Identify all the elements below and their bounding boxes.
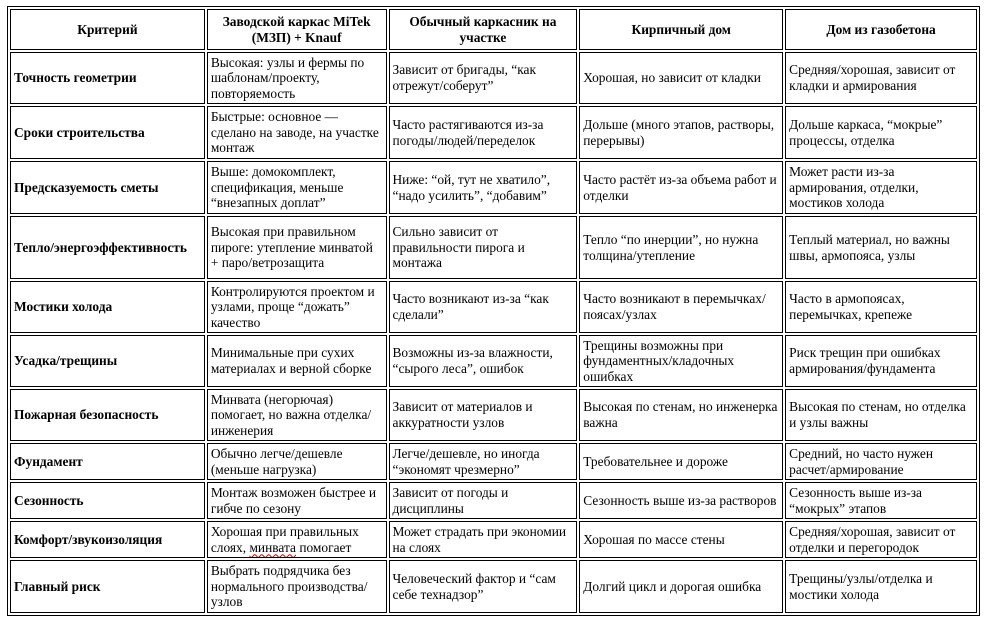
mitek-cell-text-part1: Хорошая при правильных слоях, — [210, 523, 359, 555]
table-row — [10, 281, 977, 333]
aerated-cell: Трещины/узлы/отделка и мостики холода — [785, 560, 977, 613]
comparison-table — [7, 6, 980, 616]
criterion-cell: Тепло/энергоэффективность — [10, 216, 205, 279]
header-frame: Обычный каркасник на участке — [389, 9, 578, 50]
table-row — [10, 106, 977, 159]
criterion-cell: Мостики холода — [10, 281, 205, 333]
table-row — [10, 335, 977, 387]
frame-cell: Зависит от бригады, “как отрежут/соберут” — [389, 52, 578, 104]
mitek-cell: Выбрать подрядчика без нормального производства/узлов — [207, 560, 387, 613]
mitek-cell: Монтаж возможен быстрее и гибче по сезону — [207, 482, 387, 519]
frame-cell: Человеческий фактор и “сам себе технадзор” — [389, 560, 578, 613]
criterion-cell: Главный риск — [10, 560, 205, 613]
aerated-cell: Часто в армопоясах, перемычках, крепеже — [785, 281, 977, 333]
frame-cell: Часто растягиваются из-за погоды/людей/переделок — [389, 106, 578, 159]
mitek-cell: Обычно легче/дешевле (меньше нагрузка) — [207, 443, 387, 480]
table-row — [10, 482, 977, 519]
aerated-cell: Средняя/хорошая, зависит от отделки и перегородок — [785, 521, 977, 558]
mitek-cell — [207, 521, 387, 558]
comparison-table-wrapper — [7, 6, 980, 616]
criterion-cell: Точность геометрии — [10, 52, 205, 104]
mitek-cell: Контролируются проектом и узлами, проще “дожать” качество — [207, 281, 387, 333]
brick-cell: Часто растёт из-за объема работ и отделки — [579, 161, 783, 214]
aerated-cell: Дольше каркаса, “мокрые” процессы, отделка — [785, 106, 977, 159]
aerated-cell: Риск трещин при ошибках армирования/фундамента — [785, 335, 977, 387]
frame-cell: Легче/дешевле, но иногда “экономят чрезмерно” — [389, 443, 578, 480]
frame-cell: Может страдать при экономии на слоях — [389, 521, 578, 558]
table-row — [10, 216, 977, 279]
mitek-cell-text-part2: помогает — [295, 539, 352, 555]
frame-cell: Зависит от материалов и аккуратности узлов — [389, 389, 578, 441]
aerated-cell: Средний, но часто нужен расчет/армирование — [785, 443, 977, 480]
mitek-cell: Минвата (негорючая) помогает, но важна отделка/инженерия — [207, 389, 387, 441]
mitek-cell: Быстрые: основное — сделано на заводе, на участке монтаж — [207, 106, 387, 159]
header-row — [10, 9, 977, 50]
frame-cell: Зависит от погоды и дисциплины — [389, 482, 578, 519]
table-row — [10, 443, 977, 480]
brick-cell: Трещины возможны при фундаментных/кладочных ошибках — [579, 335, 783, 387]
brick-cell: Хорошая, но зависит от кладки — [579, 52, 783, 104]
frame-cell: Возможны из-за влажности, “сырого леса”, ошибок — [389, 335, 578, 387]
mitek-cell: Выше: домокомплект, спецификация, меньше “внезапных доплат” — [207, 161, 387, 214]
mitek-cell: Высокая: узлы и фермы по шаблонам/проекту, повторяемость — [207, 52, 387, 104]
aerated-cell: Высокая по стенам, но отделка и узлы важны — [785, 389, 977, 441]
criterion-cell: Комфорт/звукоизоляция — [10, 521, 205, 558]
criterion-cell: Пожарная безопасность — [10, 389, 205, 441]
table-row — [10, 52, 977, 104]
criterion-cell: Предсказуемость сметы — [10, 161, 205, 214]
criterion-cell: Сроки строительства — [10, 106, 205, 159]
criterion-cell: Усадка/трещины — [10, 335, 205, 387]
mitek-cell: Минимальные при сухих материалах и верной сборке — [207, 335, 387, 387]
header-criterion: Критерий — [10, 9, 205, 50]
table-row — [10, 521, 977, 558]
brick-cell: Требовательнее и дороже — [579, 443, 783, 480]
table-row — [10, 560, 977, 613]
brick-cell: Хорошая по массе стены — [579, 521, 783, 558]
brick-cell: Часто возникают в перемычках/поясах/узлах — [579, 281, 783, 333]
brick-cell: Долгий цикл и дорогая ошибка — [579, 560, 783, 613]
header-brick: Кирпичный дом — [579, 9, 783, 50]
frame-cell: Сильно зависит от правильности пирога и монтажа — [389, 216, 578, 279]
table-row — [10, 389, 977, 441]
aerated-cell: Может расти из-за армирования, отделки, мостиков холода — [785, 161, 977, 214]
criterion-cell: Фундамент — [10, 443, 205, 480]
header-mitek: Заводской каркас MiTek (МЗП) + Knauf — [207, 9, 387, 50]
frame-cell: Часто возникают из-за “как сделали” — [389, 281, 578, 333]
criterion-cell: Сезонность — [10, 482, 205, 519]
brick-cell: Сезонность выше из-за растворов — [579, 482, 783, 519]
brick-cell: Дольше (много этапов, растворы, перерывы) — [579, 106, 783, 159]
table-row — [10, 161, 977, 214]
frame-cell: Ниже: “ой, тут не хватило”, “надо усилить”, “добавим” — [389, 161, 578, 214]
brick-cell: Тепло “по инерции”, но нужна толщина/утепление — [579, 216, 783, 279]
spellcheck-underlined-word: минвата — [249, 539, 296, 555]
aerated-cell: Теплый материал, но важны швы, армопояса, узлы — [785, 216, 977, 279]
header-aerated: Дом из газобетона — [785, 9, 977, 50]
aerated-cell: Средняя/хорошая, зависит от кладки и армирования — [785, 52, 977, 104]
brick-cell: Высокая по стенам, но инженерка важна — [579, 389, 783, 441]
aerated-cell: Сезонность выше из-за “мокрых” этапов — [785, 482, 977, 519]
mitek-cell: Высокая при правильном пироге: утепление минватой + паро/ветрозащита — [207, 216, 387, 279]
